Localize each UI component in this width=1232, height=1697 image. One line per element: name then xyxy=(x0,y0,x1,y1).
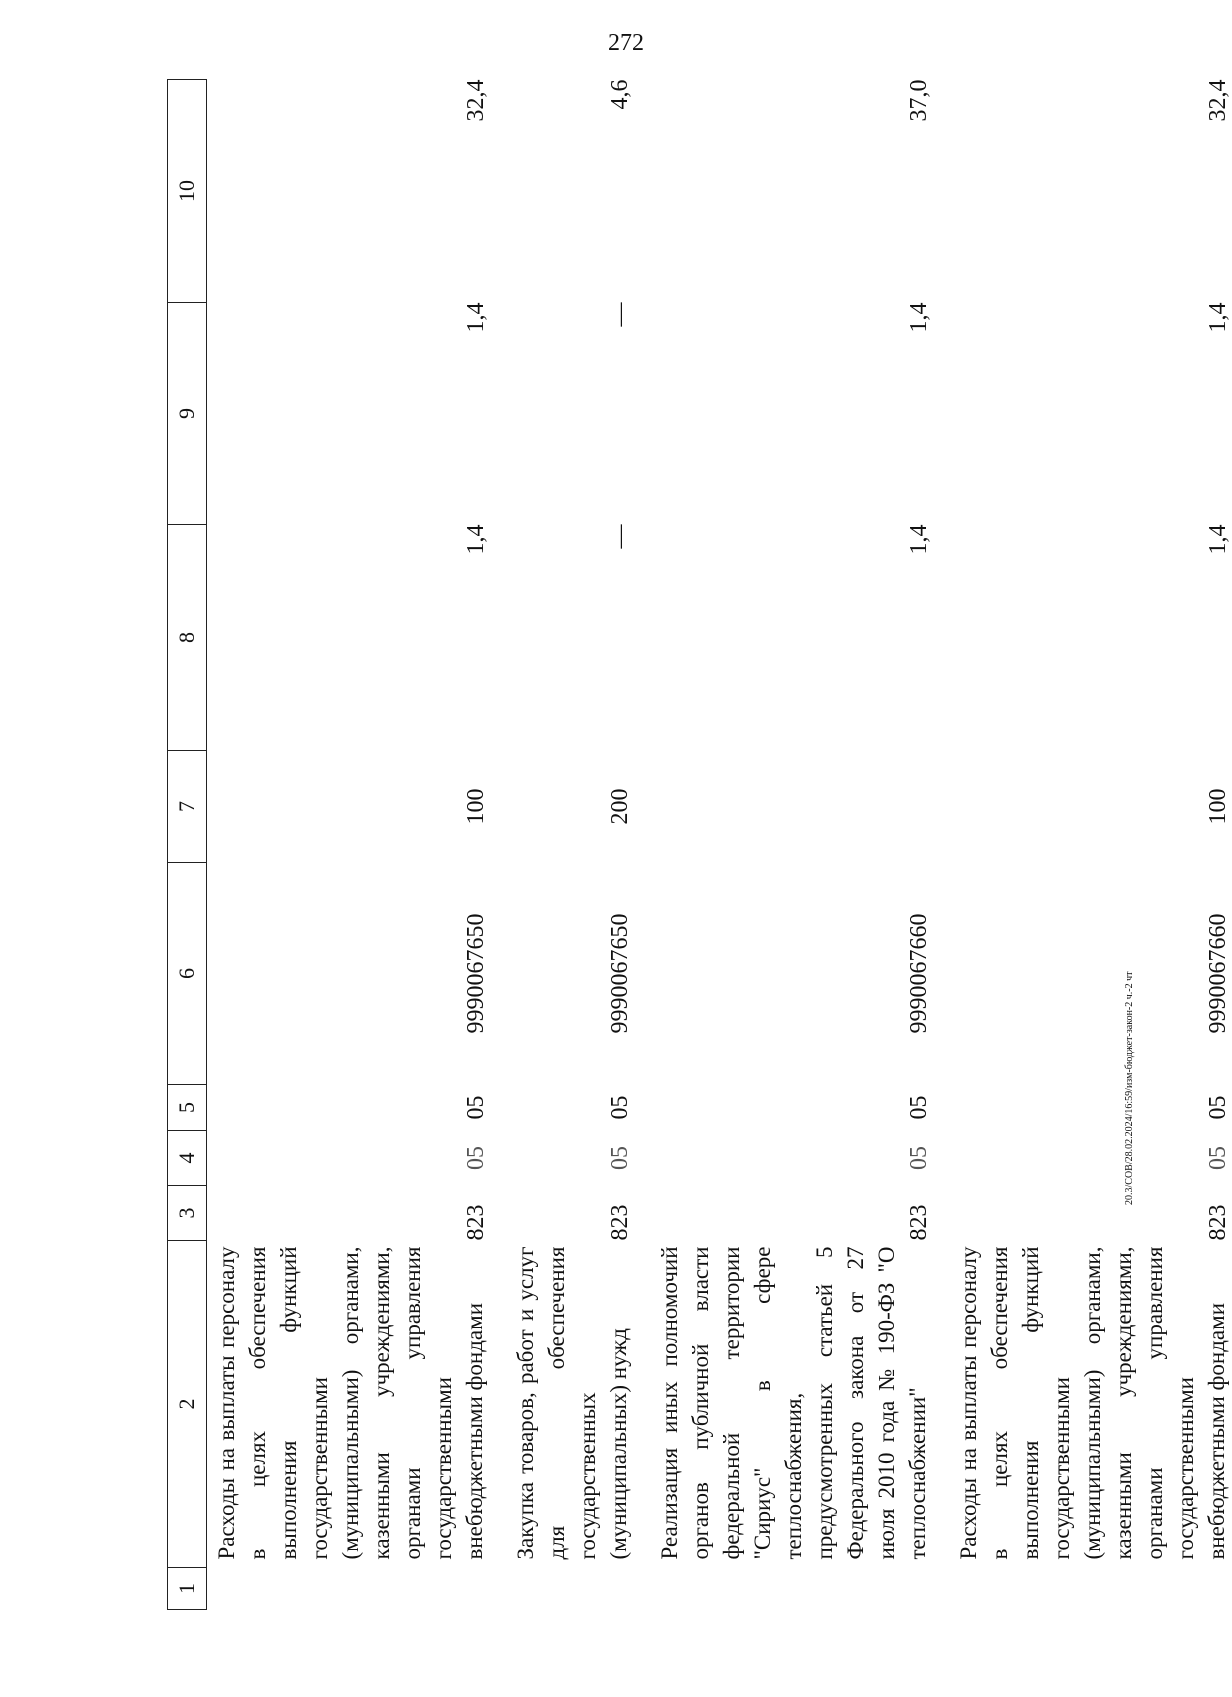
amount-cell: 1,4 xyxy=(906,302,932,333)
column-header: 7 xyxy=(168,751,207,863)
table-row xyxy=(207,80,491,1610)
table-row xyxy=(634,80,933,1610)
column-header: 10 xyxy=(168,80,207,303)
target-article-cell: 9990067650 xyxy=(463,913,489,1034)
page-number: 272 xyxy=(608,30,644,56)
section-cell: 05 xyxy=(906,1146,932,1170)
description-cell: Закупка товаров, работ и услуг для обеспечения государственных (муниципальных) нужд xyxy=(513,1246,631,1560)
target-article-cell: 9990067650 xyxy=(607,913,633,1034)
column-header: 4 xyxy=(168,1131,207,1186)
subsection-cell: 05 xyxy=(1205,1095,1231,1120)
table-row xyxy=(933,80,1232,1610)
row-number-cell xyxy=(634,1568,933,1610)
amount-cell: 1,4 xyxy=(1205,524,1231,555)
amount-cell: 1,4 xyxy=(463,302,489,333)
amount-cell: 4,6 xyxy=(607,79,633,110)
row-number-cell xyxy=(933,1568,1232,1610)
section-cell: 05 xyxy=(1205,1146,1231,1170)
row-number-cell xyxy=(490,1568,634,1610)
column-header: 8 xyxy=(168,525,207,751)
expense-type-cell: 100 xyxy=(463,788,489,825)
table-row xyxy=(490,80,634,1610)
budget-table xyxy=(167,79,1232,1610)
description-cell: Реализация иных полномочий органов публичной власти федеральной территории "Сириус" в сфере теплоснабжения, предусмотренных статьей 5 Федерального закона от 27 июля 2010 года № 190-ФЗ "О теплоснабжении" xyxy=(657,1246,930,1560)
column-header: 5 xyxy=(168,1085,207,1131)
column-header: 6 xyxy=(168,863,207,1085)
amount-cell: — xyxy=(607,524,633,549)
ministry-code-cell: 823 xyxy=(1205,1204,1231,1241)
column-header: 3 xyxy=(168,1186,207,1241)
amount-cell: 1,4 xyxy=(463,524,489,555)
amount-cell: 32,4 xyxy=(463,79,489,122)
subsection-cell: 05 xyxy=(463,1095,489,1120)
amount-cell: 1,4 xyxy=(906,524,932,555)
subsection-cell: 05 xyxy=(906,1095,932,1120)
section-cell: 05 xyxy=(463,1146,489,1170)
target-article-cell: 9990067660 xyxy=(906,913,932,1034)
column-header: 2 xyxy=(168,1241,207,1568)
subsection-cell: 05 xyxy=(607,1095,633,1120)
ministry-code-cell: 823 xyxy=(463,1204,489,1241)
description-cell: Расходы на выплаты персоналу в целях обеспечения выполнения функций государственными (муниципальными) органами, казенными учреждениями, органами управления государственными внебюджетными фондами xyxy=(214,1246,487,1560)
expense-type-cell: 100 xyxy=(1205,788,1231,825)
ministry-code-cell: 823 xyxy=(607,1204,633,1241)
column-header: 9 xyxy=(168,303,207,525)
target-article-cell: 9990067660 xyxy=(1205,913,1231,1034)
expense-type-cell: 200 xyxy=(607,788,633,825)
row-number-cell xyxy=(207,1568,491,1610)
amount-cell: 32,4 xyxy=(1205,79,1231,122)
document-footer-code: 20.3/СОВ/28.02.2024/16:59/изм-бюджет-закон-2 ч.-2 чт xyxy=(1124,971,1135,1205)
column-header: 1 xyxy=(168,1568,207,1610)
ministry-code-cell: 823 xyxy=(906,1204,932,1241)
expense-type-cell xyxy=(634,751,933,863)
section-cell: 05 xyxy=(607,1146,633,1170)
amount-cell: 1,4 xyxy=(1205,302,1231,333)
description-cell: Расходы на выплаты персоналу в целях обеспечения выполнения функций государственными (муниципальными) органами, казенными учреждениями, органами управления государственными внебюджетными фондами xyxy=(956,1246,1229,1560)
header-row xyxy=(168,80,207,1610)
amount-cell: 37,0 xyxy=(906,79,932,122)
amount-cell: — xyxy=(607,302,633,327)
